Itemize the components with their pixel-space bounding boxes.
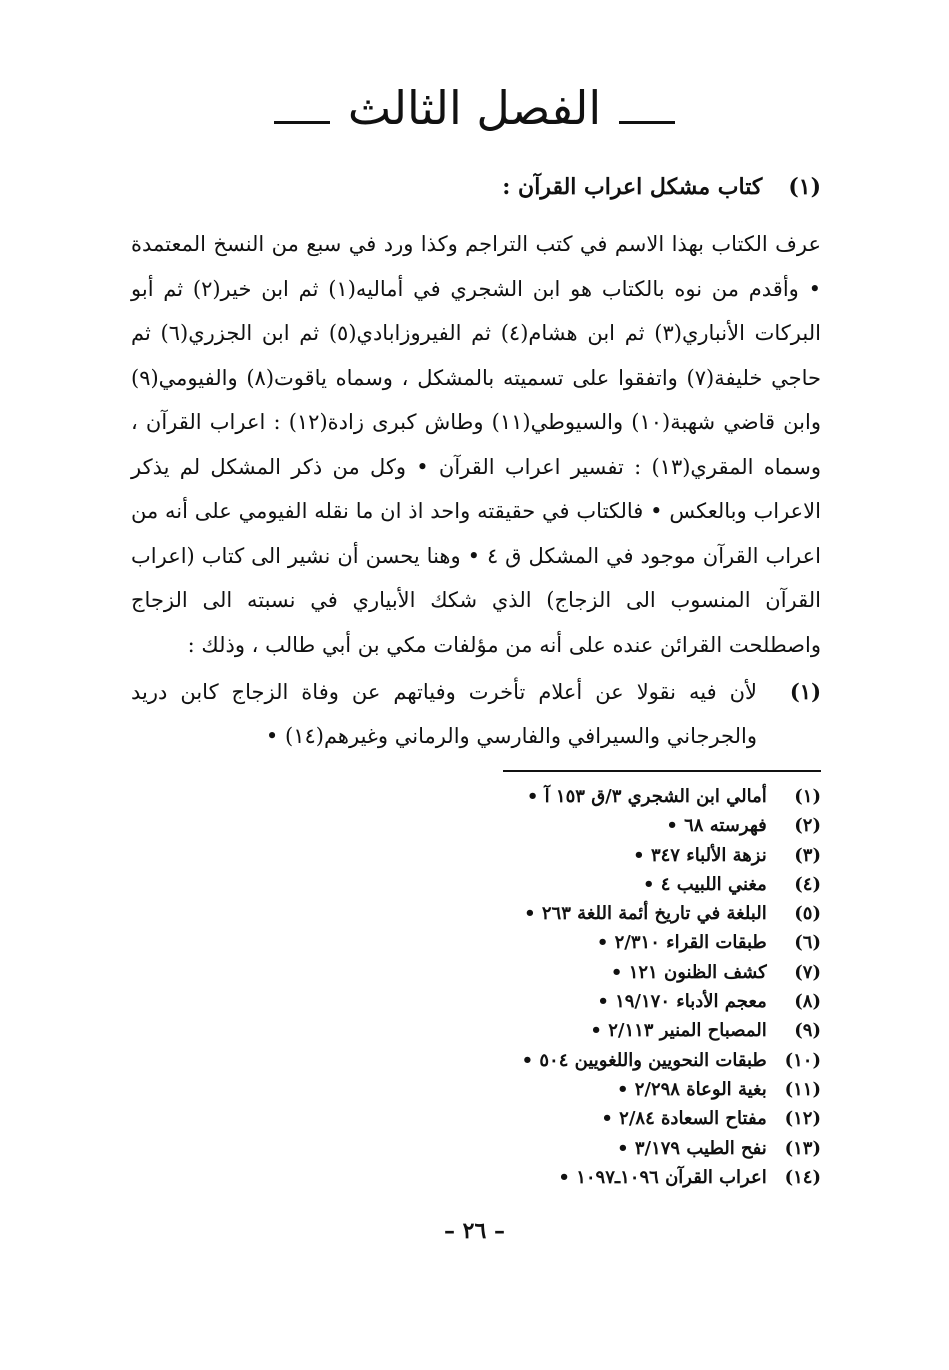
section-number: (١) [788,174,821,200]
footnote-item [261,870,821,899]
footnote-item [261,811,821,840]
footnote-item [261,841,821,870]
footnote-text: أمالي ابن الشجري ٣/ق ١٥٣ آ • [526,786,767,807]
footnote-item [261,1046,821,1075]
footnote-text: معجم الأدباء ١٩/١٧٠ • [597,991,767,1013]
footnote-number: (١١) [784,1078,821,1100]
title-dash-right [619,121,675,124]
body-paragraph: عرف الكتاب بهذا الاسم في كتب التراجم وكذا ورد في سبع من النسخ المعتمدة • وأقدم من نوه بالكتاب هو ابن الشجري في أماليه(١) ثم ابن خير(٢) ثم أبو البركات الأنباري(٣) ثم ابن هشام(٤) ثم الفيروزابادي(٥) ثم ابن الجزري(٦) ثم حاجي خليفة(٧) واتفقوا على تسميته بالمشكل ، وسماه ياقوت(٨) والفيومي(٩) وابن قاضي شهبة(١٠) والسيوطي(١١) وطاش كبرى زادة(١٢) : اعراب القرآن ، وسماه المقري(١٣) : تفسير اعراب القرآن • وكل من ذكر المشكل لم يذكر الاعراب وبالعكس • فالكتاب في حقيقته واحد اذ ان ما نقله الفيومي على أنه من اعراب القرآن موجود في المشكل ق ٤ • وهنا يحسن أن نشير الى كتاب (اعراب القرآن المنسوب الى الزجاج) الذي شكك الأبياري في نسبته الى الزجاج واصطلحت القرائن عنده على أنه من مؤلفات مكي بن أبي طالب ، وذلك : [131,232,821,657]
footnote-number: (٣) [794,844,821,866]
page-number: – ٢٦ – [444,1218,505,1244]
footnote-number: (٨) [794,991,821,1013]
footnote-text: البلغة في تاريخ أئمة اللغة ٢٦٣ • [524,903,767,925]
footnote-item [261,928,821,957]
footnote-text: كشف الظنون ١٢١ • [610,961,767,983]
footnote-number: (٧) [794,961,821,983]
footnote-text: نفح الطيب ٣/١٧٩ • [617,1137,767,1159]
footnote-number: (٦) [794,932,821,954]
footnote-number: (١٣) [784,1137,821,1159]
footnote-separator [503,770,821,772]
footnote-number: (٥) [794,903,821,925]
footnote-number: (٢) [794,815,821,837]
footnote-item [261,782,821,811]
footnote-item [261,1163,821,1192]
footnote-text: طبقات القراء ٢/٣١٠ • [596,932,767,954]
footnote-text: المصباح المنير ٢/١١٣ • [590,1020,767,1042]
chapter-heading [0,78,949,138]
footnote-number: (٩) [794,1020,821,1042]
footnote-text: اعراب القرآن ١٠٩٦ـ١٠٩٧ • [558,1166,767,1188]
section-heading [502,172,821,202]
footnote-number: (١٢) [784,1108,821,1130]
chapter-title: الفصل الثالث [347,81,602,135]
footnote-text: فهرسته ٦٨ • [666,815,767,837]
footnote-text: مغني اللبيب ٤ • [642,873,767,895]
footnote-item [261,899,821,928]
numbered-point [131,670,821,758]
section-title: كتاب مشكل اعراب القرآن : [502,174,763,200]
point-text: لأن فيه نقولا عن أعلام تأخرت وفياتهم عن وفاة الزجاج كابن دريد والجرجاني والسيرافي والفارسي والرماني وغيرهم(١٤) • [131,680,757,748]
footnote-list [261,782,821,1192]
footnote-text: طبقات النحويين واللغويين ٥٠٤ • [521,1049,767,1071]
footnote-item [261,1075,821,1104]
footnote-text: نزهة الألباء ٣٤٧ • [633,844,767,866]
page-number-value: ٢٦ [462,1218,487,1244]
footnote-item [261,1016,821,1045]
footnote-item [261,1134,821,1163]
footnote-number: (١٤) [784,1166,821,1188]
title-dash-left [274,121,330,124]
footnote-text: مفتاح السعادة ٢/٨٤ • [601,1108,767,1130]
footnote-number: (١) [794,786,821,807]
footnote-item [261,958,821,987]
footnote-number: (١٠) [784,1049,821,1071]
footnote-number: (٤) [794,873,821,895]
footnote-text: بغية الوعاة ٢/٢٩٨ • [616,1078,767,1100]
point-number: (١) [789,679,821,704]
body-text [131,222,821,667]
footnote-item [261,1104,821,1133]
footnote-item [261,987,821,1016]
